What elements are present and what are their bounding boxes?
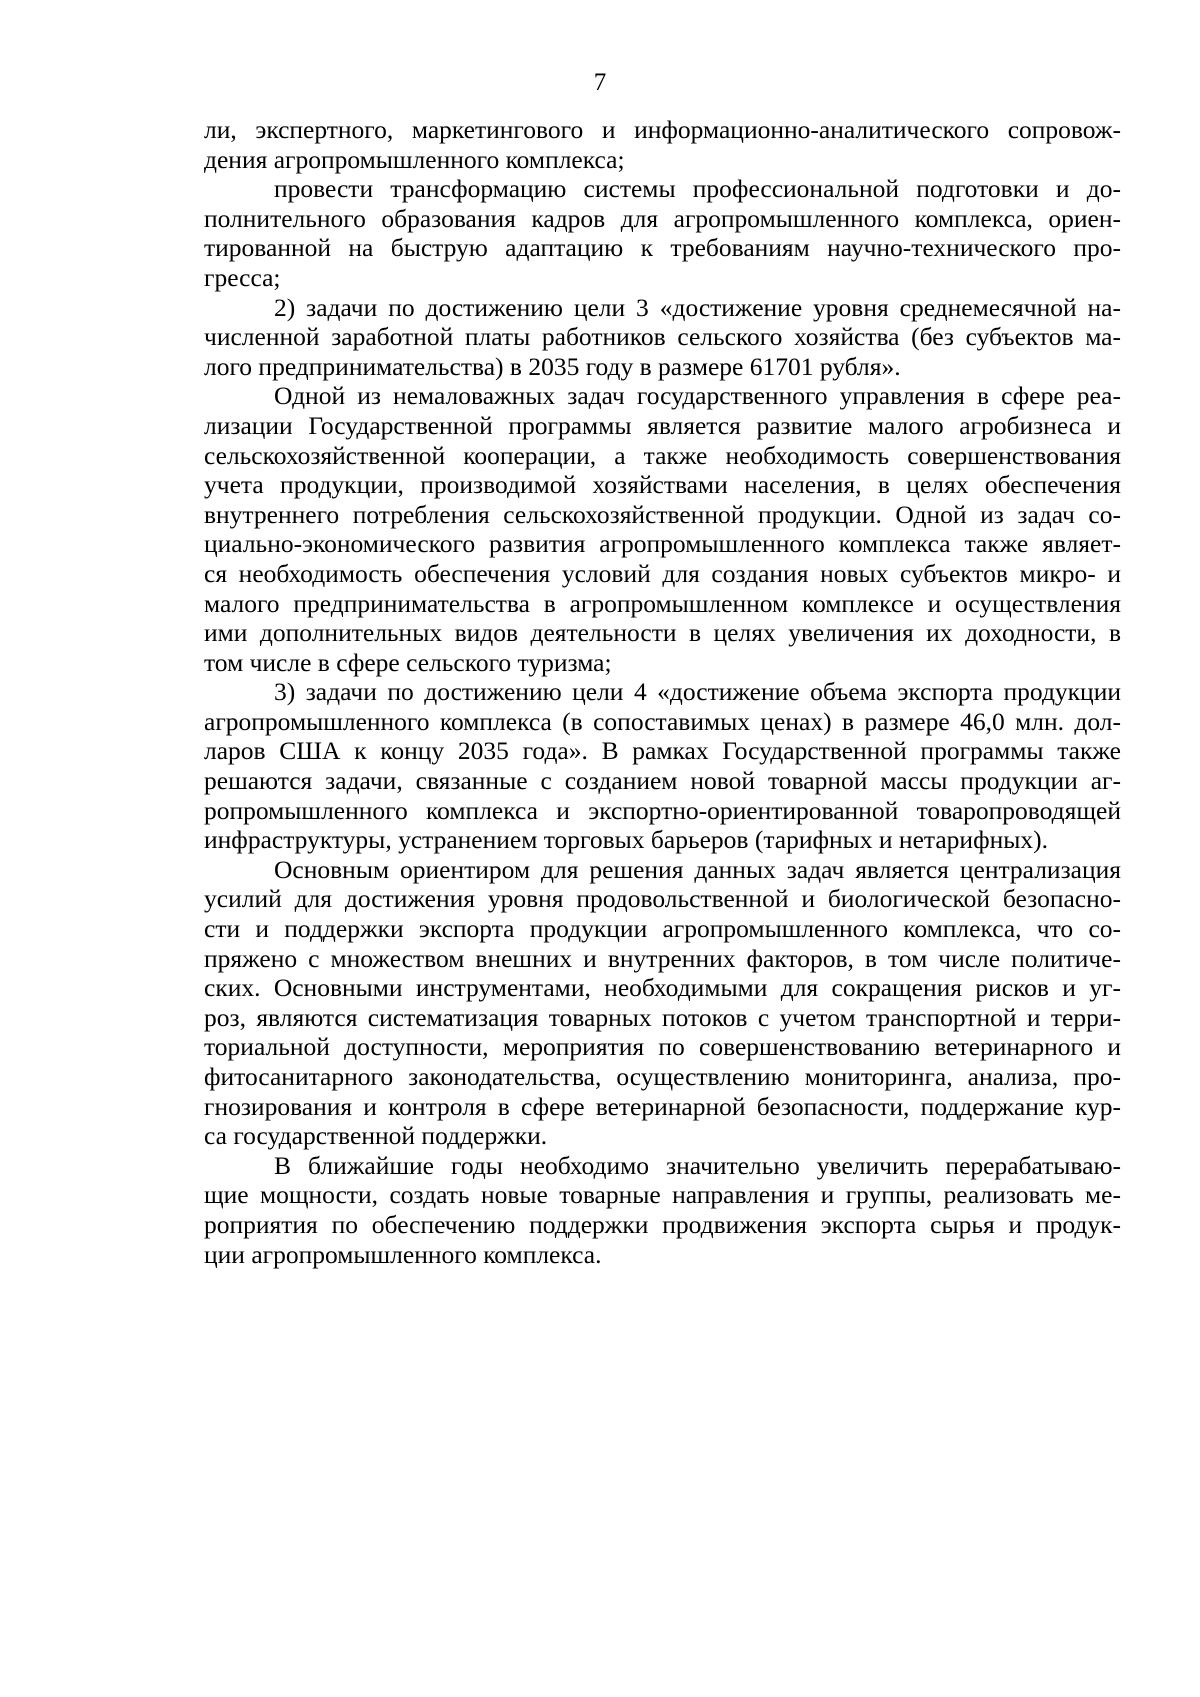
paragraph (204, 855, 1121, 1151)
text-line: дения агропромышленного комплекса; (204, 144, 625, 174)
text-line: усилий для достижения уровня продовольственной и биологической безопасно- (204, 884, 1121, 914)
text-line: том числе в сфере сельского туризма; (204, 647, 612, 677)
text-line: фитосанитарного законодательства, осуществлению мониторинга, анализа, про- (204, 1062, 1121, 1091)
text-line: ими дополнительных видов деятельности в целях увеличения их доходности, в (204, 618, 1121, 648)
text-line: пряжено с множеством внешних и внутренних факторов, в том числе политиче- (204, 943, 1121, 973)
document-body (204, 115, 1121, 1269)
text-line: лизации Государственной программы является развитие малого агробизнеса и (204, 410, 1121, 440)
text-line: циально-экономического развития агропромышленного комплекса также являет- (204, 529, 1121, 559)
text-line: агропромышленного комплекса (в сопоставимых ценах) в размере 46,0 млн. дол- (204, 706, 1121, 736)
text-line: 3) задачи по достижению цели 4 «достижение объема экспорта продукции (274, 677, 1121, 707)
text-line: Основным ориентиром для решения данных задач является централизация (274, 854, 1121, 884)
paragraph (204, 115, 1121, 174)
text-line: 2) задачи по достижению цели 3 «достижение уровня среднемесячной на- (274, 292, 1121, 322)
text-line: решаются задачи, связанные с созданием новой товарной массы продукции аг- (204, 766, 1121, 796)
text-line: ларов США к концу 2035 года». В рамках Государственной программы также (204, 736, 1121, 766)
text-line: ских. Основными инструментами, необходимыми для сокращения рисков и уг- (204, 973, 1121, 1003)
paragraph (204, 677, 1121, 855)
paragraph (204, 381, 1121, 677)
text-line: тированной на быструю адаптацию к требованиям научно-технического про- (204, 233, 1121, 263)
text-line: ся необходимость обеспечения условий для создания новых субъектов микро- и (204, 558, 1121, 588)
paragraph (204, 1151, 1121, 1269)
text-line: роприятия по обеспечению поддержки продвижения экспорта сырья и продук- (204, 1209, 1121, 1239)
text-line: гнозирования и контроля в сфере ветеринарной безопасности, поддержание кур- (204, 1091, 1121, 1121)
text-line: сельскохозяйственной кооперации, а также необходимость совершенствования (204, 440, 1121, 470)
text-line: полнительного образования кадров для агропромышленного комплекса, ориен- (204, 203, 1121, 233)
text-line: ропромышленного комплекса и экспортно-ориентированной товаропроводящей (204, 795, 1121, 825)
text-line: В ближайшие годы необходимо значительно увеличить перерабатываю- (274, 1150, 1121, 1180)
text-line: учета продукции, производимой хозяйствами населения, в целях обеспечения (204, 470, 1121, 500)
text-line: инфраструктуры, устранением торговых барьеров (тарифных и нетарифных). (204, 825, 1048, 855)
text-line: щие мощности, создать новые товарные направления и группы, реализовать ме- (204, 1180, 1121, 1210)
text-line: гресса; (204, 262, 281, 292)
paragraph (204, 293, 1121, 382)
text-line: провести трансформацию системы профессиональной подготовки и до- (274, 174, 1121, 204)
page-number: 7 (593, 69, 607, 96)
text-line: сти и поддержки экспорта продукции агропромышленного комплекса, что со- (204, 914, 1121, 944)
text-line: са государственной поддержки. (204, 1121, 548, 1151)
text-line: численной заработной платы работников сельского хозяйства (без субъектов ма- (204, 322, 1121, 352)
text-line: роз, являются систематизация товарных потоков с учетом транспортной и терри- (204, 1002, 1121, 1032)
text-line: ции агропромышленного комплекса. (204, 1239, 602, 1269)
text-line: ториальной доступности, мероприятия по совершенствованию ветеринарного и (204, 1032, 1121, 1062)
text-line: внутреннего потребления сельскохозяйственной продукции. Одной из задач со- (204, 499, 1121, 529)
text-line: Одной из немаловажных задач государственного управления в сфере реа- (274, 381, 1121, 411)
paragraph (204, 174, 1121, 292)
text-line: малого предпринимательства в агропромышленном комплексе и осуществления (204, 588, 1121, 618)
text-line: ли, экспертного, маркетингового и информационно-аналитического сопровож- (204, 115, 1121, 144)
text-line: лого предпринимательства) в 2035 году в размере 61701 рубля». (204, 351, 901, 381)
